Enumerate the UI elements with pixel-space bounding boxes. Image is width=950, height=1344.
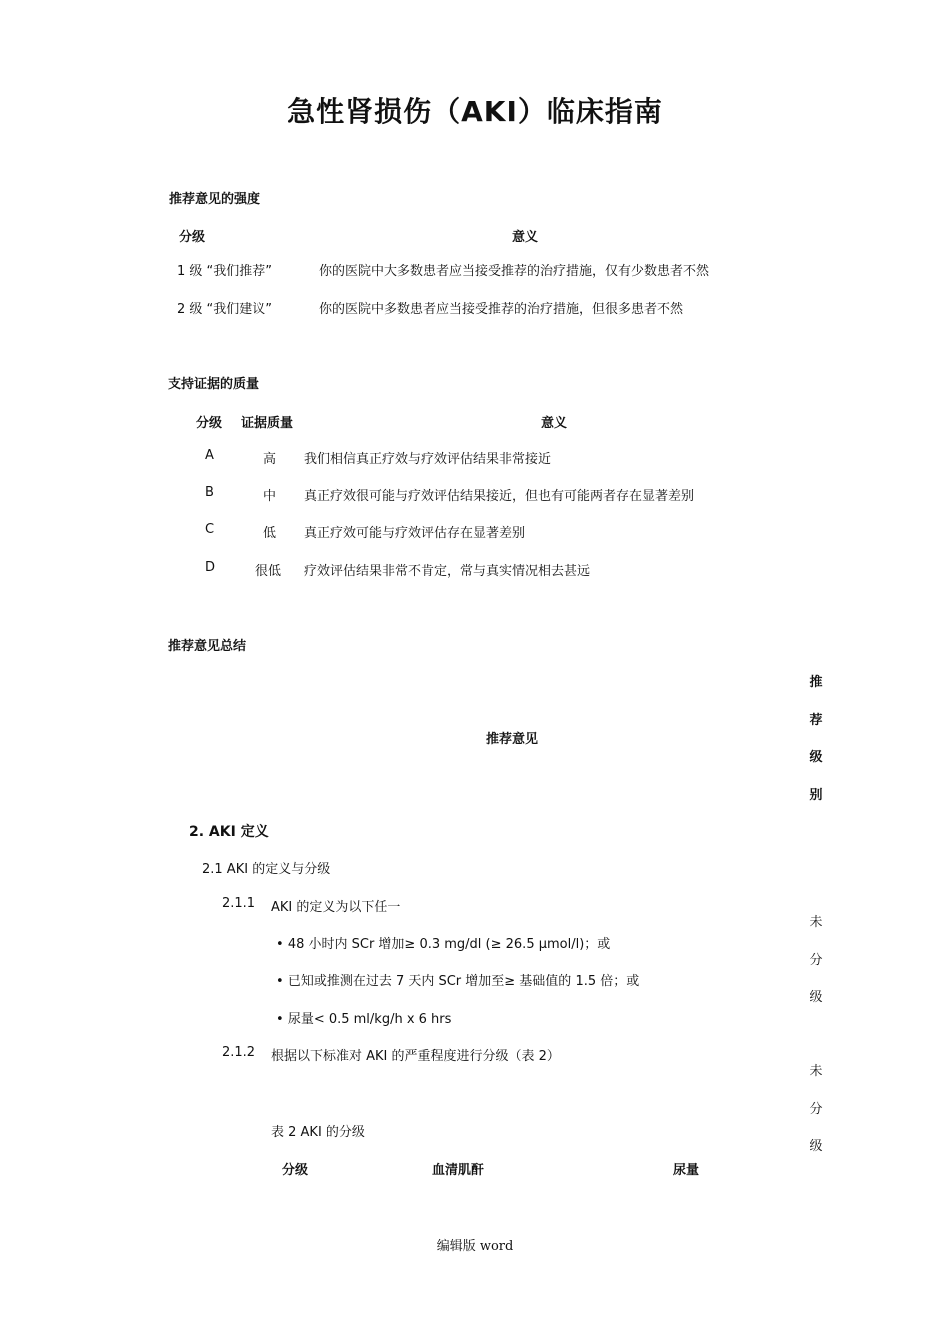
bullet-item: • 已知或推测在过去 7 天内 SCr 增加至≥ 基础值的 1.5 倍；或: [276, 974, 640, 989]
quality-row-meaning: 疗效评估结果非常不肯定，常与真实情况相去甚远: [304, 564, 591, 579]
bullet-text: 已知或推测在过去 7 天内 SCr 增加至≥ 基础值的 1.5 倍；或: [287, 974, 640, 989]
table2-col-urine: 尿量: [673, 1163, 700, 1178]
level-char: 未: [809, 1064, 823, 1079]
level-char: 级: [809, 1139, 823, 1154]
quality-row-grade: D: [205, 560, 216, 575]
strength-row-grade: 1 级 “我们推荐”: [177, 264, 273, 279]
level-char: 别: [809, 787, 823, 803]
section-2-1-1-text: AKI 的定义为以下任一: [271, 900, 401, 915]
quality-row-meaning: 真正疗效很可能与疗效评估结果接近，但也有可能两者存在显著差别: [304, 489, 695, 504]
level-char: 推: [809, 675, 823, 690]
section-2-1-1-number: 2.1.1: [222, 896, 256, 911]
strength-heading: 推荐意见的强度: [169, 192, 261, 207]
section-2-1-2-level: [806, 1053, 826, 1166]
section-2-1-2-number: 2.1.2: [222, 1045, 256, 1060]
level-char: 荐: [809, 712, 823, 728]
bullet-item: • 48 小时内 SCr 增加≥ 0.3 mg/dl (≥ 26.5 μmol/l)；或: [276, 937, 611, 952]
section-2-1-1-level: [806, 904, 826, 1017]
summary-col-recommendation: 推荐意见: [486, 732, 539, 747]
quality-row-grade: A: [205, 448, 214, 463]
section-2-1-2-text: 根据以下标准对 AKI 的严重程度进行分级（表 2）: [271, 1049, 560, 1064]
section-2-1-heading: 2.1 AKI 的定义与分级: [202, 862, 331, 877]
quality-heading: 支持证据的质量: [168, 377, 260, 392]
table2-col-scr: 血清肌酐: [432, 1163, 485, 1178]
level-char: 级: [809, 750, 823, 765]
quality-row-meaning: 真正疗效可能与疗效评估存在显著差别: [304, 526, 526, 541]
level-char: 分: [809, 1101, 823, 1117]
quality-col-grade: 分级: [196, 416, 223, 431]
summary-heading: 推荐意见总结: [168, 639, 247, 654]
strength-row-grade: 2 级 “我们建议”: [177, 302, 273, 317]
strength-col-grade: 分级: [179, 230, 206, 245]
summary-col-level: [806, 664, 826, 814]
quality-col-meaning: 意义: [541, 416, 568, 431]
bullet-text: 尿量< 0.5 ml/kg/h x 6 hrs: [287, 1012, 452, 1027]
section-2-heading: 2. AKI 定义: [189, 824, 269, 840]
bullet-item: • 尿量< 0.5 ml/kg/h x 6 hrs: [276, 1012, 452, 1027]
bullet-text: 48 小时内 SCr 增加≥ 0.3 mg/dl (≥ 26.5 μmol/l)；或: [287, 937, 611, 952]
page-title: 急性肾损伤（AKI）临床指南: [287, 95, 663, 128]
level-char: 级: [809, 990, 823, 1005]
strength-col-meaning: 意义: [512, 230, 539, 245]
strength-row-meaning: 你的医院中多数患者应当接受推荐的治疗措施，但很多患者不然: [319, 302, 684, 317]
quality-row-grade: B: [205, 485, 214, 500]
quality-col-quality: 证据质量: [241, 416, 294, 431]
table2-col-grade: 分级: [282, 1163, 309, 1178]
strength-row-meaning: 你的医院中大多数患者应当接受推荐的治疗措施，仅有少数患者不然: [319, 264, 710, 279]
table2-caption: 表 2 AKI 的分级: [271, 1125, 365, 1140]
quality-row-quality: 低: [263, 526, 277, 541]
quality-row-meaning: 我们相信真正疗效与疗效评估结果非常接近: [304, 452, 552, 467]
level-char: 分: [809, 952, 823, 968]
quality-row-quality: 高: [263, 452, 277, 467]
quality-row-quality: 很低: [255, 564, 282, 579]
level-char: 未: [809, 915, 823, 930]
quality-row-grade: C: [205, 522, 215, 537]
page-footer: 编辑版 word: [436, 1239, 514, 1254]
quality-row-quality: 中: [263, 489, 277, 504]
